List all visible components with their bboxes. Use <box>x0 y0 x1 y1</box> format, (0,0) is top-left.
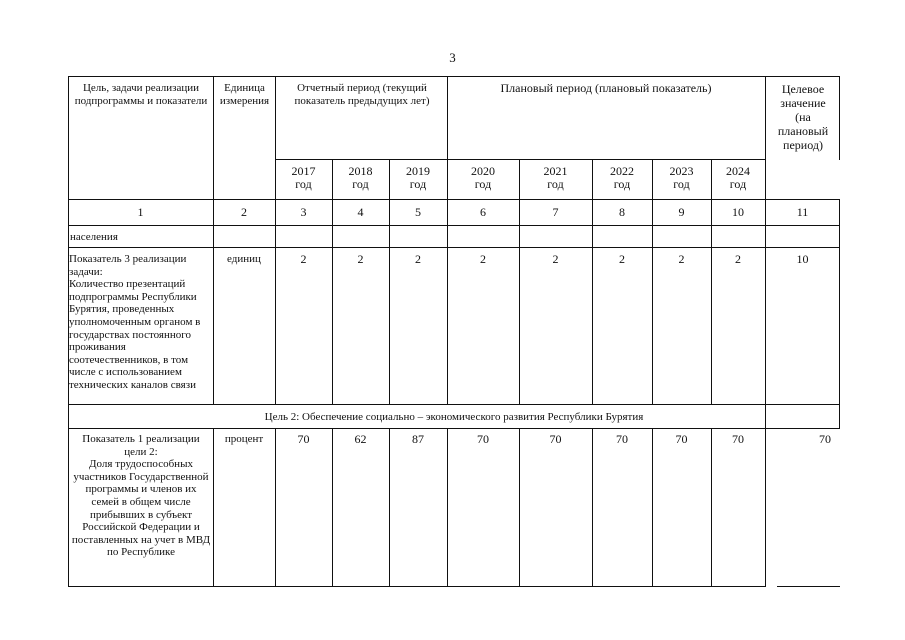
indicator3-value-2023: 2 <box>678 252 685 266</box>
year-label: 2018 <box>348 164 373 178</box>
column-number: 5 <box>415 205 421 219</box>
indicator3-description-cell <box>69 253 214 392</box>
page-number: 3 <box>449 50 456 65</box>
column-number-row-border <box>68 225 840 226</box>
target-cell-bottom-line <box>777 586 840 587</box>
indicator1-description: Доля трудоспособных участников Государственной программы и членов их семей в общем числе прибывших в субъект Российской Федерации и поставленных на учет в МВД по Республике <box>71 458 211 559</box>
year-label: 2022 <box>610 164 634 178</box>
year-2021-divider <box>519 159 520 404</box>
year-row-top-border <box>275 159 765 160</box>
col2-divider <box>275 76 276 404</box>
indicator3-value-2018: 2 <box>357 252 364 266</box>
indicator3-target: 10 <box>796 252 809 266</box>
planning-divider <box>447 76 448 404</box>
year-2022-divider <box>592 159 593 404</box>
year-label: 2024 <box>726 164 750 178</box>
year-2024-divider <box>711 159 712 404</box>
indicator3-value-2021: 2 <box>552 252 559 266</box>
indicator1-value-2019: 87 <box>412 432 424 446</box>
goal2-row-border <box>68 428 840 429</box>
col1-divider-lower <box>213 428 214 586</box>
indicator3-title: Показатель 3 реализации задачи: <box>69 253 187 278</box>
indicator3-unit: единиц <box>227 253 261 265</box>
column-number: 4 <box>357 205 364 219</box>
year-2019-divider <box>389 159 390 404</box>
year-2024-divider-lower <box>711 428 712 586</box>
table-right-border <box>839 199 840 428</box>
table-top-border <box>68 76 840 77</box>
indicator3-value-2024: 2 <box>735 252 741 266</box>
indicator3-value-2020: 2 <box>480 252 486 266</box>
year-unit: год <box>729 176 747 191</box>
year-header-2020 <box>447 165 519 190</box>
year-header-2022 <box>592 165 652 190</box>
header-reporting-period: Отчетный период (текущий показатель предыдущих лет) <box>294 82 430 107</box>
header-unit: Единица измерения <box>219 82 270 107</box>
year-header-2017 <box>275 165 332 190</box>
year-unit: год <box>409 176 427 191</box>
column-number: 7 <box>552 205 559 219</box>
header-target-value: Целевое значение (на плановый период) <box>777 82 829 152</box>
year-2022-divider-lower <box>592 428 593 586</box>
year-header-2024 <box>711 165 765 190</box>
year-2023-divider <box>652 159 653 404</box>
indicator1-description-cell <box>71 433 211 559</box>
year-header-2018 <box>332 165 389 190</box>
column-number: 1 <box>137 205 144 219</box>
year-2019-divider-lower <box>389 428 390 586</box>
header-planning-period: Плановый период (плановый показатель) <box>500 81 712 95</box>
year-unit: год <box>613 176 631 191</box>
header-bottom-border <box>68 199 840 200</box>
column-number: 11 <box>796 205 809 219</box>
indicator1-value-2020: 70 <box>477 432 489 446</box>
year-label: 2021 <box>543 164 568 178</box>
planning-divider-lower <box>447 428 448 586</box>
indicator1-value-2021: 70 <box>549 432 562 446</box>
table-bottom-border <box>68 586 766 587</box>
year-2023-divider-lower <box>652 428 653 586</box>
indicator1-target: 70 <box>819 432 831 446</box>
year-unit: год <box>474 176 492 191</box>
year-2018-divider-lower <box>332 428 333 586</box>
year-unit: год <box>295 176 312 191</box>
indicator1-value-2022: 70 <box>616 432 628 446</box>
year-header-2019 <box>389 165 447 190</box>
indicator1-value-2018: 62 <box>354 432 367 446</box>
target-divider <box>765 76 766 586</box>
year-label: 2019 <box>406 164 430 178</box>
indicator1-value-2024: 70 <box>732 432 744 446</box>
year-label: 2020 <box>471 164 495 178</box>
column-number: 10 <box>732 205 744 219</box>
indicator3-value-2017: 2 <box>300 252 307 266</box>
year-label: 2023 <box>669 164 694 178</box>
column-number: 8 <box>619 205 625 219</box>
indicator3-row-border <box>68 404 840 405</box>
indicator1-unit: процент <box>224 433 264 445</box>
indicator1-value-2023: 70 <box>675 432 688 446</box>
year-2021-divider-lower <box>519 428 520 586</box>
indicator1-value-2017: 70 <box>297 432 310 446</box>
year-header-2021 <box>519 165 592 190</box>
col2-divider-lower <box>275 428 276 586</box>
year-unit: год <box>547 176 564 191</box>
year-2018-divider <box>332 159 333 404</box>
year-label: 2017 <box>291 164 316 178</box>
year-unit: год <box>352 176 369 191</box>
continuation-text: населения <box>70 231 118 243</box>
goal2-heading: Цель 2: Обеспечение социально – экономического развития Республики Бурятия <box>264 411 644 423</box>
indicator3-description: Количество презентаций подпрограммы Республики Бурятия, проведенных уполномоченным органом в государствах постоянного проживания соотечественников, в том числе с использованием технических каналов связи <box>69 278 201 391</box>
column-number: 9 <box>678 205 685 219</box>
year-header-2023 <box>652 165 711 190</box>
year-unit: год <box>673 176 690 191</box>
header-goal-tasks: Цель, задачи реализации подпрограммы и показатели <box>74 82 208 107</box>
indicator1-title: Показатель 1 реализации цели 2: <box>82 433 200 458</box>
indicator3-value-2022: 2 <box>619 252 625 266</box>
column-number: 2 <box>241 205 247 219</box>
column-number: 6 <box>480 205 486 219</box>
table-right-border-top <box>839 76 840 160</box>
continuation-row-border <box>68 247 840 248</box>
column-number: 3 <box>300 205 307 219</box>
indicator3-value-2019: 2 <box>415 252 421 266</box>
